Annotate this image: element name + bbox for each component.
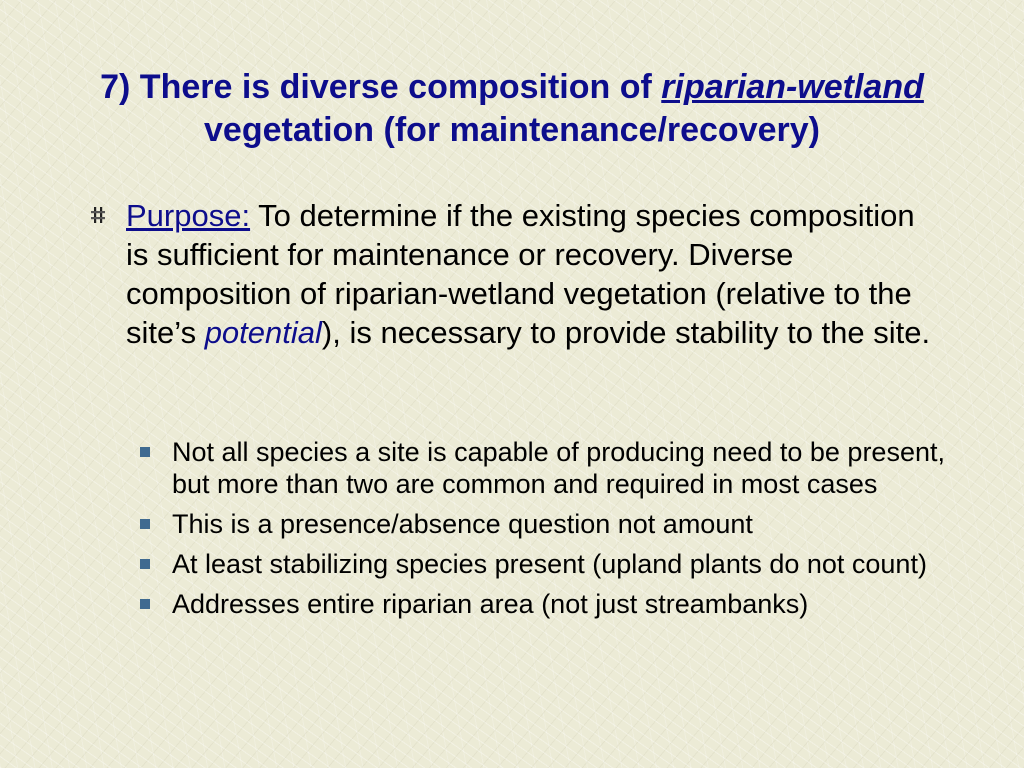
main-bullet-text [126, 196, 940, 352]
sub-bullet-text: At least stabilizing species present (upland plants do not count) [172, 549, 927, 579]
purpose-label: Purpose: [126, 198, 251, 233]
sub-bullet-item [140, 588, 980, 620]
sub-bullet-text: Addresses entire riparian area (not just streambanks) [172, 589, 809, 619]
slide-title-suffix: vegetation (for maintenance/recovery) [204, 111, 820, 149]
sub-bullet-list [140, 436, 980, 628]
sub-bullet-text: Not all species a site is capable of producing need to be present, but more than two are common and required in most cases [172, 437, 945, 499]
slide-title [10, 66, 1014, 152]
sub-bullet-item [140, 436, 980, 500]
square-bullet-icon [140, 519, 150, 529]
purpose-text-after: ), is necessary to provide stability to the site. [321, 315, 931, 350]
sub-bullet-item [140, 508, 980, 540]
hash-bullet-icon [90, 206, 106, 224]
slide-title-prefix: 7) There is diverse composition of [100, 68, 662, 106]
square-bullet-icon [140, 599, 150, 609]
sub-bullet-text: This is a presence/absence question not amount [172, 509, 753, 539]
sub-bullet-item [140, 548, 980, 580]
square-bullet-icon [140, 559, 150, 569]
slide-title-emphasis: riparian-wetland [661, 68, 924, 106]
purpose-text-before: To determine if the existing species composition is sufficient for maintenance or recovery. Diverse composition of riparian-wetland vegetation (relative to the site’s [126, 198, 915, 350]
main-bullet [90, 196, 940, 352]
potential-emphasis: potential [204, 315, 322, 350]
square-bullet-icon [140, 447, 150, 457]
